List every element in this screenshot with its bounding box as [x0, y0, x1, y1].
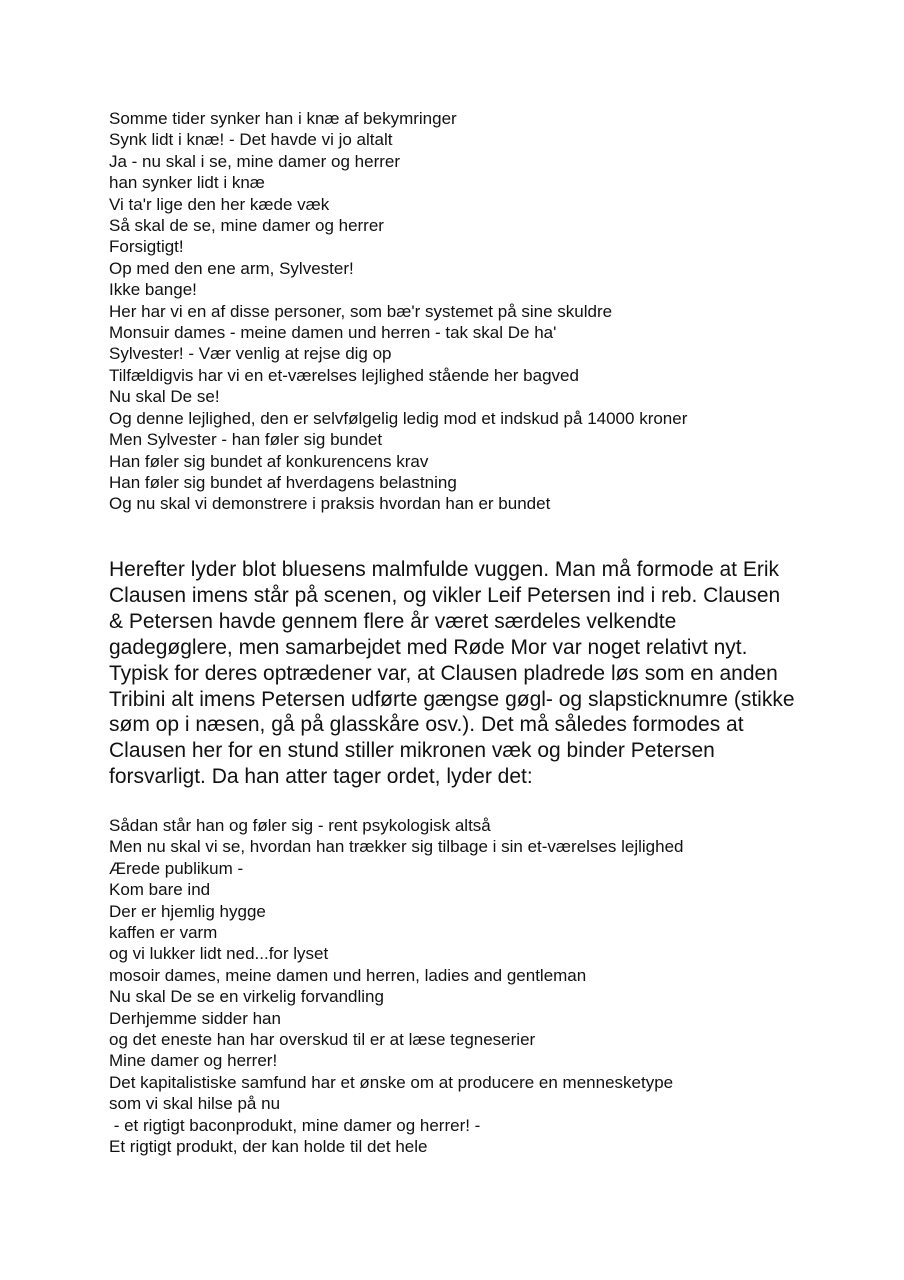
lyric-line: Ærede publikum - — [109, 858, 244, 878]
lyric-line: Nu skal De se! — [109, 387, 220, 407]
lyric-line: Ikke bange! — [109, 280, 197, 300]
lyric-line: han synker lidt i knæ — [109, 173, 265, 193]
lyric-line: Men Sylvester - han føler sig bundet — [109, 430, 383, 450]
lyric-line: mosoir dames, meine damen und herren, ladies and gentleman — [109, 965, 587, 985]
lyric-line: Tilfældigvis har vi en et-værelses lejlighed stående her bagved — [109, 365, 579, 385]
lyric-line: Og nu skal vi demonstrere i praksis hvordan han er bundet — [109, 494, 551, 514]
lyric-line: Men nu skal vi se, hvordan han trækker sig tilbage i sin et-værelses lejlighed — [109, 837, 684, 857]
lyric-line: og vi lukker lidt ned...for lyset — [109, 944, 329, 964]
lyric-line: Vi ta'r lige den her kæde væk — [109, 194, 330, 214]
lyric-line: Synk lidt i knæ! - Det havde vi jo altalt — [109, 130, 393, 150]
lyric-line: Et rigtigt produkt, der kan holde til det hele — [109, 1137, 428, 1157]
lyric-line: Somme tider synker han i knæ af bekymringer — [109, 109, 457, 128]
lyrics-block-1 — [109, 108, 687, 515]
lyric-line: Forsigtigt! — [109, 237, 184, 257]
lyric-line: Derhjemme sidder han — [109, 1008, 281, 1028]
lyrics-block-2 — [109, 815, 684, 1158]
lyric-line: Han føler sig bundet af konkurencens krav — [109, 451, 429, 471]
lyric-line: Ja - nu skal i se, mine damer og herrer — [109, 151, 401, 171]
lyric-line: Her har vi en af disse personer, som bæ'r systemet på sine skuldre — [109, 301, 613, 321]
lyric-line: Så skal de se, mine damer og herrer — [109, 216, 384, 236]
lyric-line: Kom bare ind — [109, 880, 211, 900]
lyric-line: Nu skal De se en virkelig forvandling — [109, 987, 384, 1007]
lyric-line: Han føler sig bundet af hverdagens belastning — [109, 472, 457, 492]
lyric-line: Sådan står han og føler sig - rent psykologisk altså — [109, 816, 491, 835]
lyric-line: Det kapitalistiske samfund har et ønske om at producere en mennesketype — [109, 1072, 674, 1092]
lyric-line: Monsuir dames - meine damen und herren - tak skal De ha' — [109, 323, 557, 343]
lyric-line: Sylvester! - Vær venlig at rejse dig op — [109, 344, 392, 364]
lyric-line: Op med den ene arm, Sylvester! — [109, 258, 354, 278]
lyric-line: som vi skal hilse på nu — [109, 1094, 281, 1114]
lyric-line: - et rigtigt baconprodukt, mine damer og herrer! - — [109, 1115, 481, 1135]
lyric-line: kaffen er varm — [109, 923, 218, 943]
lyric-line: Der er hjemlig hygge — [109, 901, 266, 921]
lyric-line: Og denne lejlighed, den er selvfølgelig ledig mod et indskud på 14000 kroner — [109, 408, 688, 428]
lyric-line: og det eneste han har overskud til er at læse tegneserier — [109, 1030, 536, 1050]
prose-paragraph: Herefter lyder blot bluesens malmfulde vuggen. Man må formode at Erik Clausen imens står på scenen, og vikler Leif Petersen ind i reb. Clausen & Petersen havde gennem flere år været særdeles velkendte gadegøglere, men samarbejdet med Røde Mor var noget relativt nyt. Typisk for deres optrædener var, at Clausen pladrede løs som en anden Tribini alt imens Petersen udførte gængse gøgl- og slapsticknumre (stikke søm op i næsen, gå på glasskåre osv.). Det må således formodes at Clausen her for en stund stiller mikronen væk og binder Petersen forsvarligt. Da han atter tager ordet, lyder det: — [109, 558, 795, 789]
lyric-line: Mine damer og herrer! — [109, 1051, 278, 1071]
